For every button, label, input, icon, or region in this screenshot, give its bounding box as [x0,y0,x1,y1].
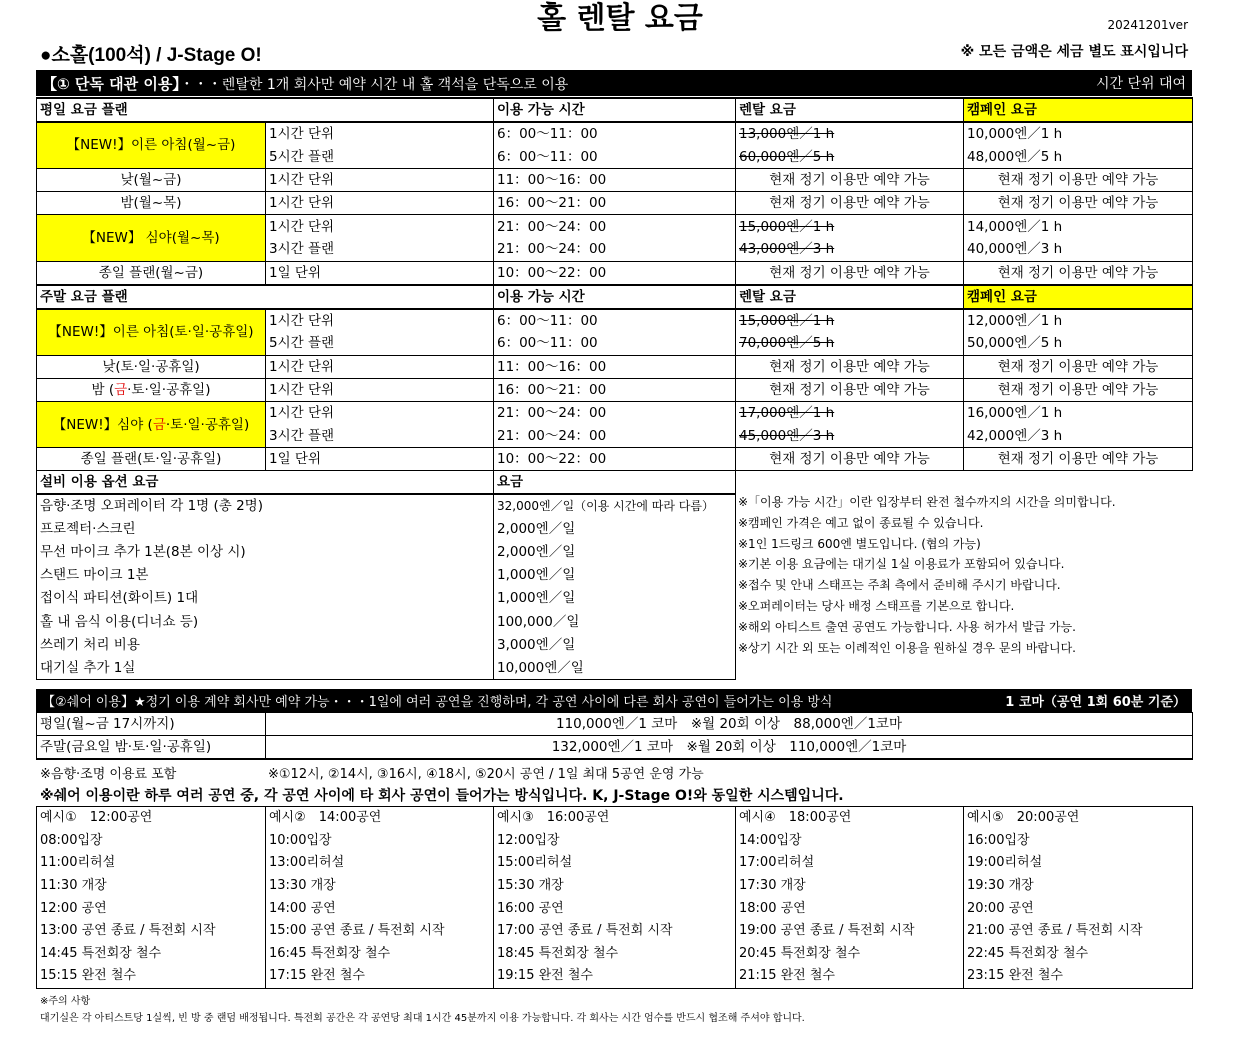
caution-text: 대기실은 각 아티스트당 1실씩, 빈 방 중 랜덤 배정됩니다. 특전회 공간은 각 공연당 최대 1시간 45분까지 이용 가능합니다. 각 회사는 시간 엄수를 반드시 협조해 주셔야 합니다. [40,1013,805,1024]
table-row [37,897,1193,920]
time-cell: 16：00～21：00 [494,378,736,401]
rental-fee-cell: 13,000엔／1 h [736,122,964,145]
example-cell: 20:45 특전회장 철수 [736,943,964,966]
plan-name: 【NEW!】이른 아침(월~금) [37,122,266,168]
plan-name: 【NEW】 심야(월~목) [37,215,266,261]
example-cell: 16:00 공연 [494,897,736,920]
equipment-header-row [37,471,736,495]
campaign-fee-cell: 48,000엔／5 h [964,145,1193,168]
equipment-item: 프로젝터·스크린 [37,517,494,540]
equipment-item: 홀 내 음식 이용(디너쇼 등) [37,610,494,633]
plan-name-red: 금 [114,381,128,398]
unit-cell: 3시간 플랜 [266,238,494,261]
unit-cell: 1시간 단위 [266,192,494,215]
unit-cell: 1시간 단위 [266,168,494,191]
example-cell: 19:30 개장 [964,875,1193,898]
unit-cell: 5시간 플랜 [266,145,494,168]
example-cell: 예시② 14:00공연 [266,807,494,830]
example-cell: 14:00 공연 [266,897,494,920]
rental-fee-cell: 43,000엔／3 h [736,238,964,261]
campaign-fee-cell: 16,000엔／1 h [964,401,1193,424]
examples-table [36,806,1193,989]
unit-cell: 1시간 단위 [266,378,494,401]
table-row [37,564,736,587]
example-cell: 예시① 12:00공연 [37,807,266,830]
example-cell: 15:15 완전 철수 [37,965,266,988]
table-row [37,192,1193,215]
example-cell: 예시③ 16:00공연 [494,807,736,830]
example-cell: 예시⑤ 20:00공연 [964,807,1193,830]
equipment-item: 쓰레기 처리 비용 [37,633,494,656]
share-table [36,712,1193,760]
example-cell: 13:00리허설 [266,852,494,875]
rental-fee-cell: 현재 정기 이용만 예약 가능 [736,355,964,378]
campaign-fee-cell: 현재 정기 이용만 예약 가능 [964,355,1193,378]
caution-title: ※주의 사항 [40,996,91,1007]
time-cell: 6：00～11：00 [494,309,736,332]
equipment-fee: 2,000엔／일 [494,540,736,563]
rental-fee-header: 렌탈 요금 [736,98,964,122]
time-cell: 11：00～16：00 [494,355,736,378]
table-row [37,215,1193,238]
rental-fee-cell: 15,000엔／1 h [736,309,964,332]
available-time-header: 이용 가능 시간 [494,98,736,122]
rental-fee-cell: 60,000엔／5 h [736,145,964,168]
unit-cell: 1시간 단위 [266,215,494,238]
table-row [37,852,1193,875]
note-item: ※기본 이용 요금에는 대기실 1실 이용료가 포함되어 있습니다. [738,557,1065,572]
time-cell: 21：00～24：00 [494,238,736,261]
weekend-plan-header: 주말 요금 플랜 [37,285,494,309]
campaign-fee-cell: 50,000엔／5 h [964,332,1193,355]
campaign-fee-cell: 10,000엔／1 h [964,122,1193,145]
time-cell: 6：00～11：00 [494,145,736,168]
share-banner-title: 【②쉐어 이용】★정기 이용 계약 회사만 예약 가능・・・1일에 여러 공연을 진행하며, 각 공연 사이에 다른 회사 공연이 들어가는 이용 방식 [42,695,833,710]
example-cell: 21:00 공연 종료 / 특전회 시작 [964,920,1193,943]
rental-fee-cell: 45,000엔／3 h [736,425,964,448]
campaign-fee-cell: 40,000엔／3 h [964,238,1193,261]
example-cell: 11:00리허설 [37,852,266,875]
example-cell: 18:00 공연 [736,897,964,920]
plan-name: 낮(월~금) [37,168,266,191]
share-fee: 132,000엔／1 코마 ※월 20회 이상 110,000엔／1코마 [266,736,1193,760]
unit-cell: 3시간 플랜 [266,425,494,448]
equipment-table [36,470,736,680]
plan-name [37,401,266,447]
plan-name: 종일 플랜(월~금) [37,261,266,285]
note-item: ※접수 및 안내 스태프는 주최 측에서 준비해 주시기 바랍니다. [738,578,1061,593]
table-row [37,829,1193,852]
campaign-fee-cell: 현재 정기 이용만 예약 가능 [964,192,1193,215]
equipment-fee: 1,000엔／일 [494,587,736,610]
plan-name: 【NEW!】이른 아침(토·일·공휴일) [37,309,266,355]
unit-cell: 1시간 단위 [266,355,494,378]
plan-name: 낮(토·일·공휴일) [37,355,266,378]
rental-fee-cell: 17,000엔／1 h [736,401,964,424]
time-cell: 21：00～24：00 [494,215,736,238]
equipment-fee-header: 요금 [494,471,736,495]
table-row [37,943,1193,966]
plan-name: 종일 플랜(토·일·공휴일) [37,448,266,471]
campaign-fee-header: 캠페인 요금 [964,98,1193,122]
equipment-item: 스탠드 마이크 1본 [37,564,494,587]
campaign-fee-header: 캠페인 요금 [964,285,1193,309]
table-row [37,633,736,656]
campaign-fee-cell: 현재 정기 이용만 예약 가능 [964,261,1193,285]
unit-cell: 1시간 단위 [266,309,494,332]
equipment-fee: 100,000／일 [494,610,736,633]
campaign-fee-cell: 42,000엔／3 h [964,425,1193,448]
table-row [37,736,1193,760]
campaign-fee-cell: 현재 정기 이용만 예약 가능 [964,168,1193,191]
plan-name-red: 금 [152,416,166,433]
weekday-header-row [37,98,1193,122]
table-row [37,378,1193,401]
share-note-left: ※음향·조명 이용료 포함 [40,767,177,782]
time-cell: 21：00～24：00 [494,401,736,424]
campaign-fee-cell: 14,000엔／1 h [964,215,1193,238]
share-note-right: ※①12시, ②14시, ③16시, ④18시, ⑤20시 공연 / 1일 최대 5공연 운영 가능 [268,767,704,782]
example-cell: 15:00 공연 종료 / 특전회 시작 [266,920,494,943]
rental-fee-cell: 70,000엔／5 h [736,332,964,355]
example-cell: 08:00입장 [37,829,266,852]
example-cell: 17:00리허설 [736,852,964,875]
rental-fee-cell: 현재 정기 이용만 예약 가능 [736,192,964,215]
note-item: ※「이용 가능 시간」이란 입장부터 완전 철수까지의 시간을 의미합니다. [738,495,1116,509]
share-fee: 110,000엔／1 코마 ※월 20회 이상 88,000엔／1코마 [266,713,1193,736]
time-cell: 21：00～24：00 [494,425,736,448]
example-cell: 14:45 특전회장 철수 [37,943,266,966]
note-item: ※오퍼레이터는 당사 배정 스태프를 기본으로 합니다. [738,598,1015,613]
plan-name-pre: 【NEW!】심야 ( [52,416,153,433]
exclusive-banner-right: 시간 단위 대여 [1095,76,1186,92]
equipment-fee: 32,000엔／일（이용 시간에 따라 다름） [494,494,736,517]
example-cell: 19:15 완전 철수 [494,965,736,988]
unit-cell: 1일 단위 [266,448,494,471]
rental-fee-header: 렌탈 요금 [736,285,964,309]
table-row [37,517,736,540]
example-cell: 18:45 특전회장 철수 [494,943,736,966]
rental-table [36,97,1193,471]
time-cell: 16：00～21：00 [494,192,736,215]
table-row [37,168,1193,191]
example-cell: 20:00 공연 [964,897,1193,920]
example-cell: 21:15 완전 철수 [736,965,964,988]
equipment-item: 접이식 파티션(화이트) 1대 [37,587,494,610]
plan-name-post: ·토·일·공휴일) [127,381,211,398]
example-cell: 19:00 공연 종료 / 특전회 시작 [736,920,964,943]
weekday-plan-header: 평일 요금 플랜 [37,98,494,122]
example-cell: 12:00입장 [494,829,736,852]
rental-fee-cell: 현재 정기 이용만 예약 가능 [736,448,964,471]
example-cell: 23:15 완전 철수 [964,965,1193,988]
exclusive-banner-title: 【① 단독 대관 이용】 [42,74,180,93]
table-row [37,587,736,610]
plan-name-pre: 밤 ( [91,381,115,398]
time-cell: 10：00～22：00 [494,448,736,471]
exclusive-banner-desc: ・・・렌탈한 1개 회사만 예약 시간 내 홀 객석을 단독으로 이용 [179,76,569,93]
table-row [37,401,1193,424]
equipment-fee: 1,000엔／일 [494,564,736,587]
notes-list [738,492,1116,658]
share-banner [36,689,1192,712]
time-cell: 10：00～22：00 [494,261,736,285]
example-cell: 11:30 개장 [37,875,266,898]
equipment-item: 대기실 추가 1실 [37,656,494,679]
equipment-fee: 2,000엔／일 [494,517,736,540]
time-cell: 11：00～16：00 [494,168,736,191]
example-cell: 15:00리허설 [494,852,736,875]
rental-fee-cell: 현재 정기 이용만 예약 가능 [736,168,964,191]
table-row [37,122,1193,145]
share-banner-right: 1 코마（공연 1회 60분 기준） [1005,695,1186,710]
example-cell: 16:00입장 [964,829,1193,852]
unit-cell: 1일 단위 [266,261,494,285]
table-row [37,448,1193,471]
example-cell: 15:30 개장 [494,875,736,898]
weekend-header-row [37,285,1193,309]
table-row [37,807,1193,830]
example-cell: 10:00입장 [266,829,494,852]
example-cell: 17:15 완전 철수 [266,965,494,988]
share-plan: 평일(월~금 17시까지) [37,713,266,736]
example-cell: 16:45 특전회장 철수 [266,943,494,966]
campaign-fee-cell: 12,000엔／1 h [964,309,1193,332]
note-item: ※캠페인 가격은 예고 없이 종료될 수 있습니다. [738,515,984,530]
rental-fee-cell: 현재 정기 이용만 예약 가능 [736,378,964,401]
exclusive-banner [36,70,1192,96]
share-plan: 주말(금요일 밤·토·일·공휴일) [37,736,266,760]
table-row [37,656,736,679]
table-row [37,494,736,517]
tax-note: ※ 모든 금액은 세금 별도 표시입니다 [960,44,1188,60]
note-item: ※상기 시간 외 또는 이례적인 이용을 원하실 경우 문의 바랍니다. [738,640,1077,655]
page-title: 홀 렌탈 요금 [537,1,703,36]
hall-name: ●소홀(100석) / J-Stage O! [40,45,262,66]
example-cell: 19:00리허설 [964,852,1193,875]
plan-name [37,378,266,401]
campaign-fee-cell: 현재 정기 이용만 예약 가능 [964,448,1193,471]
equipment-item: 음향·조명 오퍼레이터 각 1명 (총 2명) [37,494,494,517]
rental-fee-cell: 15,000엔／1 h [736,215,964,238]
unit-cell: 1시간 단위 [266,122,494,145]
plan-name: 밤(월~목) [37,192,266,215]
example-cell: 12:00 공연 [37,897,266,920]
table-row [37,540,736,563]
table-row [37,875,1193,898]
table-row [37,920,1193,943]
campaign-fee-cell: 현재 정기 이용만 예약 가능 [964,378,1193,401]
table-row [37,610,736,633]
table-row [37,309,1193,332]
equipment-fee: 3,000엔／일 [494,633,736,656]
note-item: ※해외 아티스트 출연 공연도 가능합니다. 사용 허가서 발급 가능. [738,619,1077,634]
table-row [37,355,1193,378]
table-row [37,965,1193,988]
time-cell: 6：00～11：00 [494,122,736,145]
example-cell: 13:00 공연 종료 / 특전회 시작 [37,920,266,943]
equipment-header: 설비 이용 옵션 요금 [37,471,494,495]
unit-cell: 5시간 플랜 [266,332,494,355]
example-cell: 17:00 공연 종료 / 특전회 시작 [494,920,736,943]
example-cell: 17:30 개장 [736,875,964,898]
unit-cell: 1시간 단위 [266,401,494,424]
rental-fee-cell: 현재 정기 이용만 예약 가능 [736,261,964,285]
equipment-fee: 10,000엔／일 [494,656,736,679]
available-time-header: 이용 가능 시간 [494,285,736,309]
equipment-item: 무선 마이크 추가 1본(8본 이상 시) [37,540,494,563]
share-explain: ※쉐어 이용이란 하루 여러 공연 중, 각 공연 사이에 타 회사 공연이 들어가는 방식입니다. K, J-Stage O!와 동일한 시스템입니다. [40,788,844,804]
table-row [37,713,1193,736]
version-label: 20241201ver [1107,18,1188,32]
example-cell: 13:30 개장 [266,875,494,898]
plan-name-post: ·토·일·공휴일) [165,416,250,433]
example-cell: 예시④ 18:00공연 [736,807,964,830]
example-cell: 14:00입장 [736,829,964,852]
table-row [37,261,1193,285]
time-cell: 6：00～11：00 [494,332,736,355]
share-notes [40,763,1190,782]
note-item: ※1인 1드링크 600엔 별도입니다. (협의 가능) [738,536,981,551]
example-cell: 22:45 특전회장 철수 [964,943,1193,966]
